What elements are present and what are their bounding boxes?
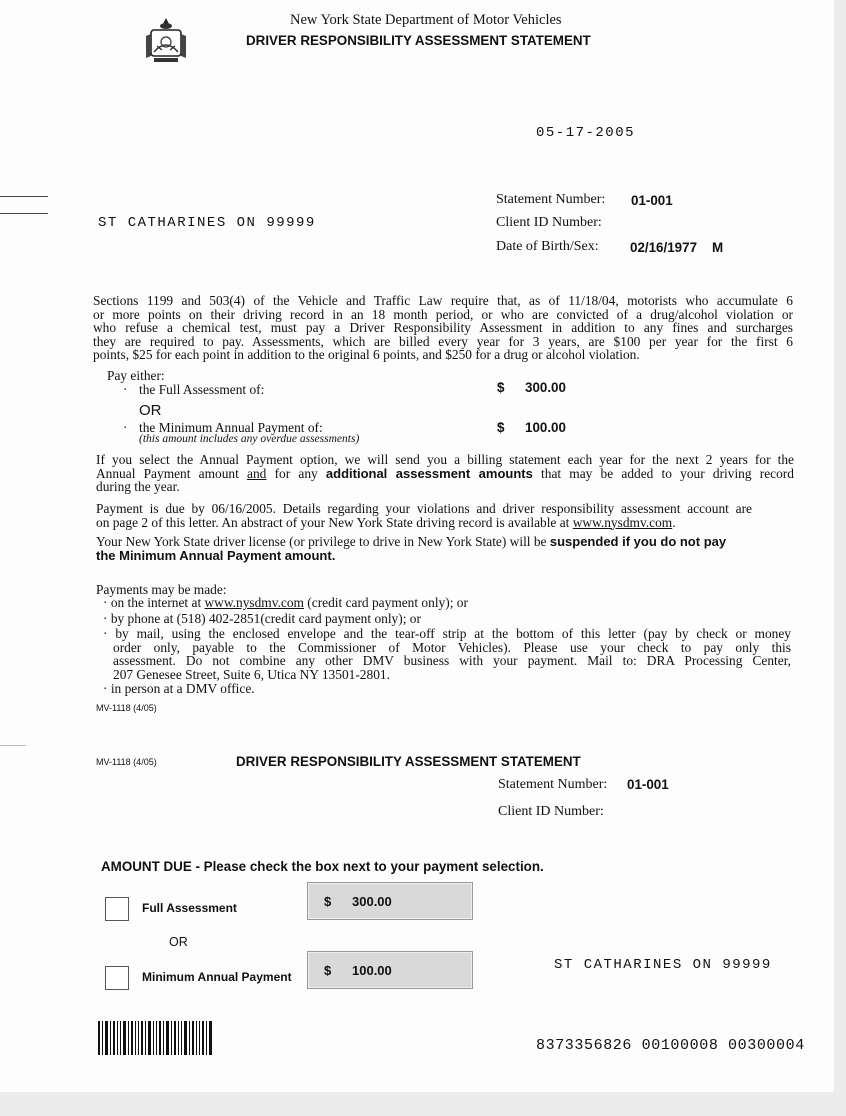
intro-paragraph bbox=[93, 294, 793, 362]
text-span: Your New York State driver license (or privilege to drive in New York State) will be bbox=[96, 534, 550, 549]
intro-line: they are required to pay. Assessments, which are billed every year for 3 years, are $100 per year for the first 6 bbox=[93, 333, 793, 349]
due-line bbox=[96, 516, 752, 530]
statement-number-value: 01-001 bbox=[631, 193, 673, 208]
minimum-payment-label: the Minimum Annual Payment of: bbox=[139, 420, 323, 435]
dob-value: 02/16/1977 bbox=[630, 240, 698, 255]
due-paragraph bbox=[96, 502, 752, 529]
text-span: Annual Payment amount bbox=[96, 465, 248, 481]
amount-due-instruction: AMOUNT DUE - Please check the box next to your payment selection. bbox=[101, 859, 544, 874]
text-span: suspended if you do not pay bbox=[549, 534, 727, 549]
suspension-line: the Minimum Annual Payment amount. bbox=[96, 547, 336, 563]
barcode-icon bbox=[98, 1021, 214, 1055]
margin-mark bbox=[0, 196, 48, 197]
mail-line: · by mail, using the enclosed envelope and the tear-off strip at the bottom of this letter (pay by check or money bbox=[103, 626, 792, 642]
dob-sex-label: Date of Birth/Sex: bbox=[496, 239, 599, 254]
full-assessment-label: the Full Assessment of: bbox=[139, 382, 265, 397]
statement-date: 05-17-2005 bbox=[536, 125, 636, 141]
form-code: MV-1118 (4/05) bbox=[96, 703, 157, 713]
full-assessment-checkbox[interactable] bbox=[105, 897, 129, 921]
statement-number-label: Statement Number: bbox=[496, 192, 606, 207]
minimum-payment-amount-box bbox=[307, 951, 473, 989]
stub-title: DRIVER RESPONSIBILITY ASSESSMENT STATEMENT bbox=[236, 754, 581, 769]
agency-name: New York State Department of Motor Vehicles bbox=[290, 12, 562, 28]
intro-line: who refuse a chemical test, must pay a Driver Responsibility Assessment in addition to any fines and surcharges bbox=[93, 320, 793, 336]
pay-either-label: Pay either: bbox=[107, 368, 165, 383]
full-currency: $ bbox=[497, 380, 505, 395]
payment-methods-heading: Payments may be made: bbox=[96, 582, 227, 597]
stub-full-currency: $ bbox=[324, 894, 332, 909]
minimum-payment-amount: 100.00 bbox=[525, 420, 566, 435]
method-mail bbox=[103, 627, 791, 681]
text-span: that may be added to your driving record bbox=[532, 465, 794, 481]
mail-line: 207 Genesee Street, Suite 6, Utica NY 13501-2801. bbox=[113, 666, 390, 682]
stub-client-id-label: Client ID Number: bbox=[498, 804, 604, 819]
minimum-payment-checkbox[interactable] bbox=[105, 966, 129, 990]
due-line: Payment is due by 06/16/2005. Details regarding your violations and driver responsibility assessment account are bbox=[96, 501, 752, 516]
text-span: on page 2 of this letter. An abstract of your New York State driving record is available at bbox=[96, 514, 573, 530]
stub-full-amount: 300.00 bbox=[352, 894, 392, 909]
payment-methods-list bbox=[103, 596, 791, 695]
text-span: (credit card payment only); or bbox=[303, 595, 468, 610]
minimum-payment-option-label: Minimum Annual Payment bbox=[142, 970, 292, 984]
suspension-paragraph bbox=[96, 535, 806, 562]
stub-min-amount: 100.00 bbox=[352, 963, 392, 978]
text-span: for any bbox=[266, 465, 326, 481]
sex-value: M bbox=[712, 240, 724, 255]
document-title: DRIVER RESPONSIBILITY ASSESSMENT STATEMENT bbox=[246, 33, 591, 48]
method-in-person: · in person at a DMV office. bbox=[103, 680, 255, 696]
text-span: . bbox=[672, 514, 676, 530]
min-currency: $ bbox=[497, 420, 505, 435]
dmv-website-link[interactable]: www.nysdmv.com bbox=[204, 595, 304, 610]
method-internet: · on the internet at www.nysdmv.com (credit card payment only); or bbox=[103, 595, 468, 610]
text-span: on the internet at bbox=[110, 595, 205, 610]
mail-line: assessment. Do not combine any other DMV business with your payment. Mail to: DRA Processing Center, bbox=[113, 653, 791, 669]
bullet: · bbox=[123, 382, 128, 397]
method-phone: · by phone at (518) 402-2851(credit card payment only); or bbox=[103, 610, 421, 626]
annual-option-paragraph bbox=[96, 453, 794, 494]
dmv-website-link[interactable]: www.nysdmv.com bbox=[572, 514, 673, 530]
stub-or-label: OR bbox=[169, 935, 188, 949]
text-span: and bbox=[247, 465, 267, 481]
annual-line: during the year. bbox=[96, 479, 180, 495]
recipient-address: ST CATHARINES ON 99999 bbox=[98, 215, 316, 231]
text-span: additional assessment amounts bbox=[325, 465, 533, 481]
stub-address: ST CATHARINES ON 99999 bbox=[554, 957, 772, 973]
text-span: by mail, using the enclosed envelope and the tear-off strip at the bottom of this letter (pay by check or money bbox=[115, 626, 792, 642]
margin-mark bbox=[0, 745, 26, 746]
full-assessment-option-label: Full Assessment bbox=[142, 901, 237, 915]
stub-statement-number-label: Statement Number: bbox=[498, 777, 608, 792]
full-assessment-amount-box bbox=[307, 882, 473, 920]
bullet: · bbox=[123, 420, 128, 435]
mail-line: order only, payable to the Commissioner of Motor Vehicles). Please use your check to pay only this bbox=[113, 639, 791, 655]
annual-line: If you select the Annual Payment option, we will send you a billing statement each year for the next 2 years for the bbox=[96, 452, 794, 467]
or-label: OR bbox=[139, 402, 162, 419]
minimum-payment-note: (this amount includes any overdue assessments) bbox=[139, 433, 360, 445]
stub-form-code: MV-1118 (4/05) bbox=[96, 757, 157, 767]
text-span: in person at a DMV office. bbox=[110, 680, 255, 696]
intro-line: or more points on their driving record in an 18 month period, or who are convicted of a drug/alcohol violation or bbox=[93, 306, 793, 322]
full-assessment-amount: 300.00 bbox=[525, 380, 566, 395]
intro-line: Sections 1199 and 503(4) of the Vehicle and Traffic Law require that, as of 11/18/04, motorists who accumulate 6 bbox=[93, 293, 793, 308]
client-id-label: Client ID Number: bbox=[496, 215, 602, 230]
nys-seal-icon bbox=[142, 16, 190, 64]
suspension-line bbox=[96, 535, 806, 549]
text-span: by phone at (518) 402-2851(credit card payment only); or bbox=[110, 610, 421, 626]
margin-mark bbox=[0, 213, 48, 214]
scanline: 8373356826 00100008 00300004 bbox=[536, 1037, 805, 1054]
stub-min-currency: $ bbox=[324, 963, 332, 978]
stub-statement-number-value: 01-001 bbox=[627, 777, 669, 792]
annual-line bbox=[96, 467, 794, 481]
intro-line: points, $25 for each point in addition to the original 6 points, and $250 for a drug or alcohol violation. bbox=[93, 347, 640, 363]
